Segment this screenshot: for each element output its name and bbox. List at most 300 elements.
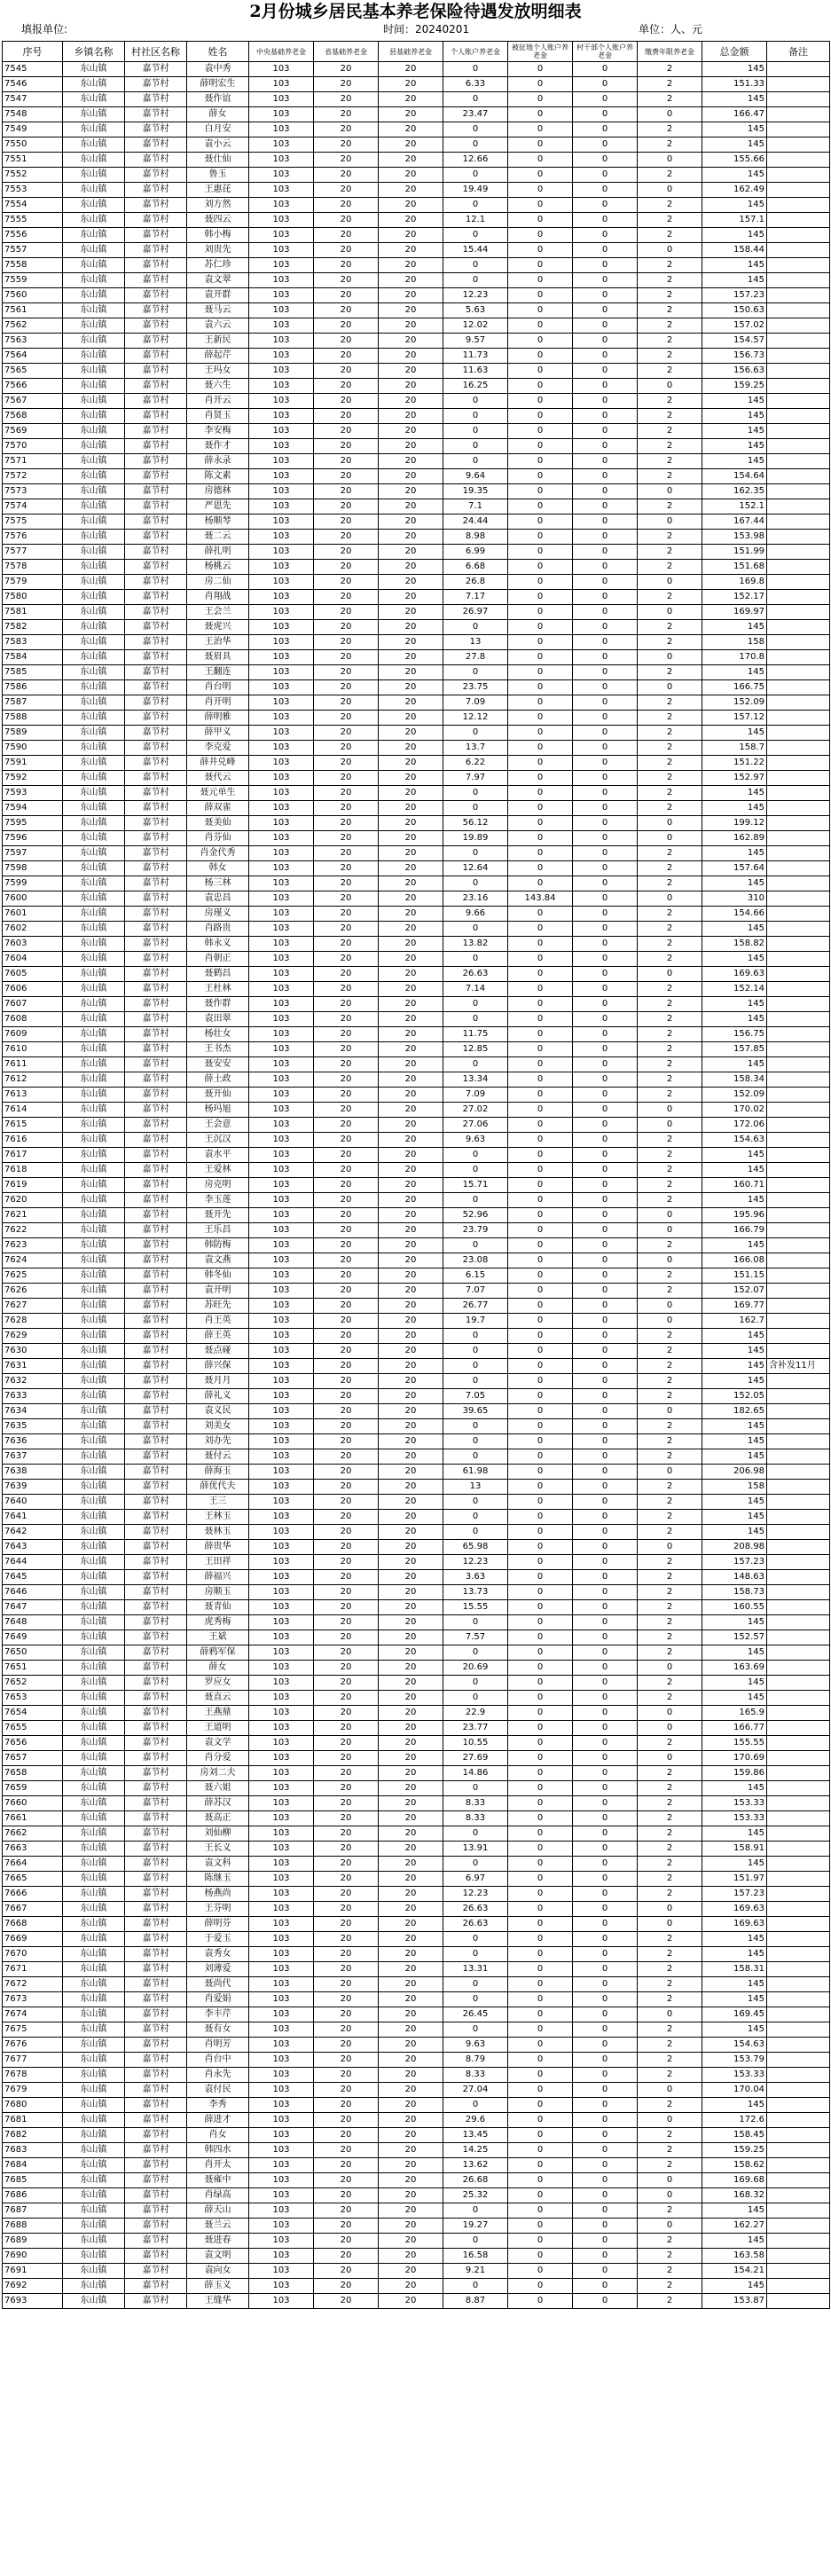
table-cell: 0 [638, 1299, 702, 1314]
table-cell: 薛井兑峰 [187, 756, 249, 771]
table-cell: 嘉节村 [125, 771, 187, 786]
table-cell: 0 [508, 183, 573, 198]
reporting-unit-label: 填报单位: [21, 23, 68, 35]
table-cell: 103 [249, 77, 314, 92]
table-cell: 7682 [3, 2128, 63, 2143]
table-cell: 20 [379, 2264, 443, 2279]
table-cell: 103 [249, 1299, 314, 1314]
table-cell: 0 [508, 530, 573, 545]
table-cell: 肖女 [187, 2128, 249, 2143]
table-cell: 2 [638, 334, 702, 349]
table-cell: 0 [573, 273, 638, 288]
table-cell: 0 [573, 1842, 638, 1857]
table-cell: 0 [508, 137, 573, 153]
table-cell [767, 1223, 830, 1238]
table-cell: 0 [508, 1585, 573, 1600]
table-cell: 7617 [3, 1148, 63, 1163]
table-cell: 0 [508, 1389, 573, 1404]
table-cell: 7644 [3, 1555, 63, 1570]
table-cell: 0 [443, 1148, 508, 1163]
table-cell [767, 1992, 830, 2007]
table-cell: 东山镇 [63, 967, 125, 982]
table-cell: 王沉汉 [187, 1133, 249, 1148]
table-cell: 东山镇 [63, 2279, 125, 2294]
table-cell: 20 [314, 1103, 379, 1118]
table-cell: 157.85 [702, 1042, 767, 1057]
table-cell: 20 [379, 1253, 443, 1268]
table-cell: 7561 [3, 303, 63, 318]
table-cell: 145 [702, 198, 767, 213]
table-cell [767, 2098, 830, 2113]
table-cell [767, 1962, 830, 1977]
table-cell: 20 [379, 1691, 443, 1706]
table-cell: 0 [638, 243, 702, 258]
table-cell: 0 [573, 1389, 638, 1404]
table-cell: 0 [508, 484, 573, 499]
table-cell: 20 [379, 2249, 443, 2264]
table-cell: 薛永录 [187, 454, 249, 469]
table-cell: 13.82 [443, 937, 508, 952]
table-cell [767, 379, 830, 394]
table-cell [767, 2173, 830, 2188]
column-header: 总金额 [702, 42, 767, 62]
table-cell [767, 514, 830, 530]
table-cell: 2 [638, 273, 702, 288]
table-cell: 0 [573, 153, 638, 168]
table-cell: 肖芬仙 [187, 831, 249, 846]
table-cell: 东山镇 [63, 243, 125, 258]
table-cell: 20 [379, 2203, 443, 2219]
table-cell: 158.45 [702, 2128, 767, 2143]
table-cell: 7562 [3, 318, 63, 334]
table-cell: 162.89 [702, 831, 767, 846]
column-header: 备注 [767, 42, 830, 62]
table-cell: 嘉节村 [125, 846, 187, 861]
column-header: 村干部个人账户养老金 [573, 42, 638, 62]
table-cell: 0 [508, 1811, 573, 1826]
table-row [3, 183, 830, 198]
table-row [3, 2083, 830, 2098]
table-row [3, 1389, 830, 1404]
table-row [3, 2128, 830, 2143]
table-cell: 杨顺琴 [187, 514, 249, 530]
table-cell: 7550 [3, 137, 63, 153]
table-cell: 嘉节村 [125, 2098, 187, 2113]
table-cell: 含补发11月 [767, 1359, 830, 1374]
table-cell: 袁向女 [187, 2264, 249, 2279]
table-cell: 158 [702, 1480, 767, 1495]
table-cell: 嘉节村 [125, 1344, 187, 1359]
table-body [3, 62, 830, 2309]
table-cell: 2 [638, 198, 702, 213]
table-cell: 7.07 [443, 1284, 508, 1299]
table-cell: 7620 [3, 1193, 63, 1208]
table-cell: 103 [249, 1826, 314, 1842]
table-cell: 袁忠昌 [187, 891, 249, 907]
table-cell: 153.87 [702, 2294, 767, 2309]
table-cell: 2 [638, 409, 702, 424]
table-cell: 东山镇 [63, 107, 125, 122]
table-cell: 20 [314, 1193, 379, 1208]
table-cell [767, 168, 830, 183]
table-cell: 王乐昌 [187, 1223, 249, 1238]
table-cell: 13.45 [443, 2128, 508, 2143]
table-cell: 0 [638, 153, 702, 168]
table-row [3, 153, 830, 168]
table-cell: 7583 [3, 635, 63, 650]
table-cell: 20 [314, 258, 379, 273]
table-cell: 嘉节村 [125, 1088, 187, 1103]
table-cell: 103 [249, 439, 314, 454]
table-cell: 20 [314, 1645, 379, 1661]
table-cell: 薛天山 [187, 2203, 249, 2219]
table-cell [767, 409, 830, 424]
table-cell: 王爱林 [187, 1163, 249, 1178]
table-cell: 2 [638, 1027, 702, 1042]
table-cell: 20 [379, 168, 443, 183]
table-cell: 103 [249, 1525, 314, 1540]
column-header: 个人账户养老金 [443, 42, 508, 62]
table-cell: 20 [379, 1027, 443, 1042]
table-cell: 0 [573, 2053, 638, 2068]
column-header: 县基础养老金 [379, 42, 443, 62]
table-cell: 东山镇 [63, 726, 125, 741]
table-cell: 东山镇 [63, 2143, 125, 2158]
table-cell: 7579 [3, 575, 63, 590]
table-cell: 0 [508, 213, 573, 228]
table-cell [767, 1872, 830, 1887]
table-cell: 聂进春 [187, 2234, 249, 2249]
table-row [3, 741, 830, 756]
table-cell: 20 [314, 1314, 379, 1329]
table-cell: 103 [249, 1510, 314, 1525]
table-row [3, 2113, 830, 2128]
table-cell: 0 [573, 605, 638, 620]
table-cell: 王燕鼎 [187, 1706, 249, 1721]
table-cell: 0 [508, 1872, 573, 1887]
pension-detail-table [2, 41, 830, 2309]
table-cell: 20 [314, 2264, 379, 2279]
table-cell: 聂作才 [187, 439, 249, 454]
table-cell: 0 [508, 424, 573, 439]
table-cell: 23.75 [443, 680, 508, 695]
table-cell: 13.31 [443, 1962, 508, 1977]
table-cell: 0 [638, 1751, 702, 1766]
table-cell: 东山镇 [63, 1887, 125, 1902]
table-row [3, 107, 830, 122]
table-cell: 13.91 [443, 1842, 508, 1857]
table-cell: 27.06 [443, 1118, 508, 1133]
table-cell: 20 [314, 1449, 379, 1465]
table-cell: 20 [379, 1480, 443, 1495]
table-row [3, 1842, 830, 1857]
table-cell: 103 [249, 2158, 314, 2173]
table-cell: 103 [249, 183, 314, 198]
table-cell: 0 [573, 1027, 638, 1042]
table-cell: 嘉节村 [125, 1570, 187, 1585]
table-cell: 东山镇 [63, 2113, 125, 2128]
table-cell: 20 [379, 1540, 443, 1555]
table-cell: 7643 [3, 1540, 63, 1555]
table-cell: 20 [379, 605, 443, 620]
table-cell: 2 [638, 2249, 702, 2264]
table-cell: 56.12 [443, 816, 508, 831]
table-cell: 王长义 [187, 1842, 249, 1857]
table-cell: 0 [508, 816, 573, 831]
table-cell: 嘉节村 [125, 1404, 187, 1419]
table-cell: 东山镇 [63, 1555, 125, 1570]
table-cell: 0 [508, 364, 573, 379]
table-cell: 159.25 [702, 2143, 767, 2158]
table-cell: 聂安安 [187, 1057, 249, 1072]
table-cell: 嘉节村 [125, 1676, 187, 1691]
table-cell: 145 [702, 1947, 767, 1962]
table-cell: 0 [638, 1103, 702, 1118]
table-cell: 7619 [3, 1178, 63, 1193]
table-cell: 145 [702, 997, 767, 1012]
table-cell: 嘉节村 [125, 1887, 187, 1902]
table-cell: 20 [379, 650, 443, 665]
table-cell: 20 [379, 1992, 443, 2007]
table-cell: 7555 [3, 213, 63, 228]
table-cell: 0 [508, 1796, 573, 1811]
table-cell: 0 [573, 318, 638, 334]
table-cell: 房刘二夫 [187, 1766, 249, 1781]
table-cell: 东山镇 [63, 1811, 125, 1826]
table-cell [767, 2264, 830, 2279]
table-cell: 145 [702, 1691, 767, 1706]
table-cell: 103 [249, 1419, 314, 1434]
table-cell: 103 [249, 198, 314, 213]
table-row [3, 514, 830, 530]
table-cell: 东山镇 [63, 2264, 125, 2279]
table-cell: 27.04 [443, 2083, 508, 2098]
table-cell: 11.63 [443, 364, 508, 379]
table-cell: 7669 [3, 1932, 63, 1947]
table-cell: 20 [379, 1585, 443, 1600]
table-cell: 0 [508, 469, 573, 484]
table-cell: 嘉节村 [125, 560, 187, 575]
table-cell: 103 [249, 1163, 314, 1178]
table-cell: 2 [638, 1525, 702, 1540]
table-cell: 0 [573, 2007, 638, 2022]
table-cell: 0 [573, 2234, 638, 2249]
table-cell: 0 [573, 726, 638, 741]
table-row [3, 1359, 830, 1374]
table-cell: 20 [314, 62, 379, 77]
table-cell: 6.15 [443, 1268, 508, 1284]
table-cell: 0 [638, 1917, 702, 1932]
table-cell [767, 952, 830, 967]
table-cell: 20 [314, 454, 379, 469]
table-cell: 嘉节村 [125, 1465, 187, 1480]
table-cell: 7625 [3, 1268, 63, 1284]
table-row [3, 1661, 830, 1676]
table-cell: 20 [314, 2158, 379, 2173]
table-cell: 20 [314, 711, 379, 726]
table-cell: 0 [573, 876, 638, 891]
table-cell: 嘉节村 [125, 1299, 187, 1314]
table-cell: 0 [443, 1615, 508, 1630]
table-cell: 嘉节村 [125, 1917, 187, 1932]
table-row [3, 891, 830, 907]
table-cell: 103 [249, 2219, 314, 2234]
table-cell: 7691 [3, 2264, 63, 2279]
table-cell: 7582 [3, 620, 63, 635]
table-cell: 20 [379, 1118, 443, 1133]
table-cell: 0 [508, 650, 573, 665]
table-cell: 2 [638, 439, 702, 454]
table-cell: 0 [573, 1253, 638, 1268]
table-cell: 8.79 [443, 2053, 508, 2068]
table-cell: 6.68 [443, 560, 508, 575]
table-cell: 20 [314, 1947, 379, 1962]
table-cell: 0 [443, 801, 508, 816]
table-cell: 0 [508, 1208, 573, 1223]
table-cell: 103 [249, 92, 314, 107]
table-cell: 2 [638, 258, 702, 273]
table-row [3, 1163, 830, 1178]
table-cell: 20 [379, 1962, 443, 1977]
table-row [3, 967, 830, 982]
table-cell: 0 [638, 379, 702, 394]
table-cell: 肖永先 [187, 2068, 249, 2083]
table-row [3, 334, 830, 349]
table-cell: 20 [314, 1027, 379, 1042]
table-cell: 薛礼义 [187, 1389, 249, 1404]
table-cell: 20 [314, 1932, 379, 1947]
table-cell: 20 [379, 1072, 443, 1088]
table-cell: 0 [573, 1766, 638, 1781]
table-cell: 2 [638, 937, 702, 952]
table-cell: 0 [573, 846, 638, 861]
table-cell: 103 [249, 982, 314, 997]
table-cell: 0 [508, 1691, 573, 1706]
table-cell: 嘉节村 [125, 2158, 187, 2173]
table-cell: 0 [573, 1118, 638, 1133]
table-row [3, 1148, 830, 1163]
table-cell: 20 [379, 2098, 443, 2113]
table-cell: 27.02 [443, 1103, 508, 1118]
table-cell: 20 [379, 1947, 443, 1962]
table-cell: 29.6 [443, 2113, 508, 2128]
table-cell: 20 [379, 831, 443, 846]
table-cell: 20 [379, 967, 443, 982]
table-row [3, 2173, 830, 2188]
table-cell: 0 [443, 2234, 508, 2249]
table-cell: 103 [249, 1962, 314, 1977]
table-cell: 0 [573, 1992, 638, 2007]
table-cell: 0 [508, 1193, 573, 1208]
table-cell: 嘉节村 [125, 1932, 187, 1947]
table-cell: 145 [702, 786, 767, 801]
table-cell: 0 [443, 1826, 508, 1842]
table-cell: 26.68 [443, 2173, 508, 2188]
table-cell [767, 303, 830, 318]
table-cell: 20 [314, 846, 379, 861]
table-cell: 20 [314, 1238, 379, 1253]
table-cell: 嘉节村 [125, 1510, 187, 1525]
table-cell: 0 [573, 2022, 638, 2038]
table-cell [767, 1977, 830, 1992]
table-cell: 0 [508, 922, 573, 937]
table-cell: 王惠芘 [187, 183, 249, 198]
table-cell: 0 [443, 1163, 508, 1178]
table-cell: 王斌 [187, 1630, 249, 1645]
table-cell: 103 [249, 2022, 314, 2038]
table-cell: 145 [702, 273, 767, 288]
table-cell [767, 153, 830, 168]
table-cell: 嘉节村 [125, 1072, 187, 1088]
table-cell: 0 [508, 1012, 573, 1027]
table-cell: 20 [379, 1314, 443, 1329]
table-cell: 东山镇 [63, 334, 125, 349]
table-row [3, 575, 830, 590]
table-cell: 嘉节村 [125, 1449, 187, 1465]
table-cell: 20 [379, 937, 443, 952]
table-cell: 嘉节村 [125, 409, 187, 424]
table-cell: 0 [508, 771, 573, 786]
table-cell: 26.63 [443, 1902, 508, 1917]
table-cell: 20 [314, 1434, 379, 1449]
table-row [3, 1721, 830, 1736]
table-cell [767, 1148, 830, 1163]
table-cell [767, 77, 830, 92]
table-cell: 东山镇 [63, 695, 125, 711]
table-cell: 103 [249, 1540, 314, 1555]
table-cell: 东山镇 [63, 2068, 125, 2083]
table-cell: 14.25 [443, 2143, 508, 2158]
table-cell: 嘉节村 [125, 1661, 187, 1676]
table-cell: 20 [314, 394, 379, 409]
table-cell [767, 1434, 830, 1449]
table-cell: 薛海玉 [187, 1465, 249, 1480]
table-row [3, 1404, 830, 1419]
table-cell: 9.21 [443, 2264, 508, 2279]
table-cell: 20 [314, 1057, 379, 1072]
table-cell: 2 [638, 2143, 702, 2158]
table-cell: 嘉节村 [125, 831, 187, 846]
table-cell: 7674 [3, 2007, 63, 2022]
table-cell: 7551 [3, 153, 63, 168]
table-cell [767, 2053, 830, 2068]
table-cell: 嘉节村 [125, 168, 187, 183]
table-cell: 20 [314, 1736, 379, 1751]
table-cell: 2 [638, 1796, 702, 1811]
table-cell: 20 [379, 1917, 443, 1932]
table-cell: 7645 [3, 1570, 63, 1585]
table-cell: 王道明 [187, 1721, 249, 1736]
table-cell: 嘉节村 [125, 1706, 187, 1721]
table-cell: 103 [249, 1691, 314, 1706]
table-cell: 李安梅 [187, 424, 249, 439]
table-cell: 嘉节村 [125, 801, 187, 816]
table-cell: 嘉节村 [125, 711, 187, 726]
table-cell: 0 [573, 334, 638, 349]
table-cell: 20 [379, 2022, 443, 2038]
table-cell: 20 [314, 2113, 379, 2128]
table-cell: 东山镇 [63, 1299, 125, 1314]
table-cell: 0 [573, 1088, 638, 1103]
table-cell: 7547 [3, 92, 63, 107]
table-cell: 2 [638, 1510, 702, 1525]
table-cell: 嘉节村 [125, 1284, 187, 1299]
table-cell: 薛贵华 [187, 1540, 249, 1555]
table-cell: 20 [314, 1540, 379, 1555]
table-cell [767, 997, 830, 1012]
table-cell: 0 [638, 1465, 702, 1480]
table-cell: 0 [508, 726, 573, 741]
